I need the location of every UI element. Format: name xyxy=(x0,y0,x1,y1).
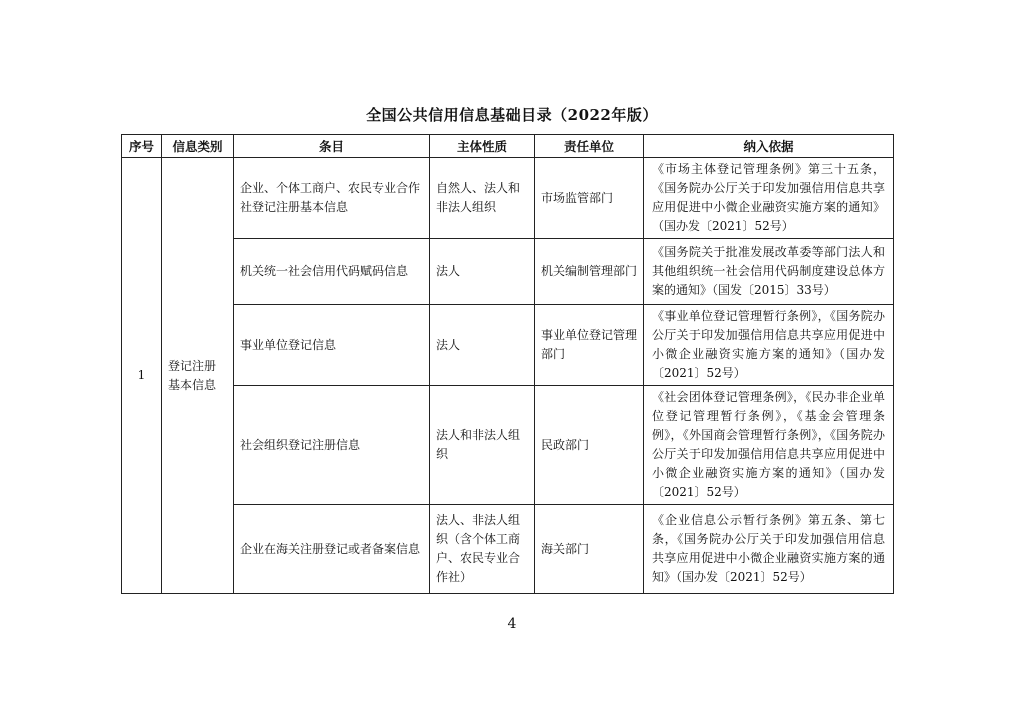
header-category: 信息类别 xyxy=(162,135,234,158)
basis-cell: 《事业单位登记管理暂行条例》，《国务院办公厅关于印发加强信用信息共享应用促进中小微企业融资实施方案的通知》（国办发〔2021〕52号） xyxy=(644,305,894,386)
header-seq: 序号 xyxy=(122,135,162,158)
category-cell: 登记注册 基本信息 xyxy=(162,158,234,594)
page-number: 4 xyxy=(507,616,517,632)
basis-cell: 《社会团体登记管理条例》，《民办非企业单位登记管理暂行条例》，《基金会管理条例》，《外国商会管理暂行条例》，《国务院办公厅关于印发加强信用信息共享应用促进中小微企业融资实施方案的通知》（国办发〔2021〕52号） xyxy=(644,386,894,505)
item-cell: 社会组织登记注册信息 xyxy=(234,386,430,505)
item-cell: 事业单位登记信息 xyxy=(234,305,430,386)
page-title: 全国公共信用信息基础目录（2022年版） xyxy=(366,106,658,124)
basis-cell: 《市场主体登记管理条例》第三十五条，《国务院办公厅关于印发加强信用信息共享应用促进中小微企业融资实施方案的通知》（国办发〔2021〕52号） xyxy=(644,158,894,239)
unit-cell: 海关部门 xyxy=(535,505,644,594)
subject-cell: 法人 xyxy=(430,305,535,386)
header-unit: 责任单位 xyxy=(535,135,644,158)
table-row xyxy=(122,239,894,305)
table-row xyxy=(122,305,894,386)
header-basis: 纳入依据 xyxy=(644,135,894,158)
subject-cell: 法人和非法人组织 xyxy=(430,386,535,505)
seq-cell: 1 xyxy=(122,158,162,594)
subject-cell: 法人、非法人组织（含个体工商户、农民专业合作社） xyxy=(430,505,535,594)
unit-cell: 市场监管部门 xyxy=(535,158,644,239)
subject-cell: 法人 xyxy=(430,239,535,305)
table-row xyxy=(122,158,894,239)
unit-cell: 事业单位登记管理部门 xyxy=(535,305,644,386)
subject-cell: 自然人、法人和非法人组织 xyxy=(430,158,535,239)
basis-cell: 《企业信息公示暂行条例》第五条、第七条，《国务院办公厅关于印发加强信用信息共享应用促进中小微企业融资实施方案的通知》（国办发〔2021〕52号） xyxy=(644,505,894,594)
table-header-row xyxy=(122,135,894,158)
unit-cell: 机关编制管理部门 xyxy=(535,239,644,305)
table-row xyxy=(122,386,894,505)
table-row xyxy=(122,505,894,594)
item-cell: 企业、个体工商户、农民专业合作社登记注册基本信息 xyxy=(234,158,430,239)
item-cell: 机关统一社会信用代码赋码信息 xyxy=(234,239,430,305)
catalog-table xyxy=(121,134,894,594)
item-cell: 企业在海关注册登记或者备案信息 xyxy=(234,505,430,594)
header-subject: 主体性质 xyxy=(430,135,535,158)
header-item: 条目 xyxy=(234,135,430,158)
basis-cell: 《国务院关于批准发展改革委等部门法人和其他组织统一社会信用代码制度建设总体方案的通知》（国发〔2015〕33号） xyxy=(644,239,894,305)
unit-cell: 民政部门 xyxy=(535,386,644,505)
